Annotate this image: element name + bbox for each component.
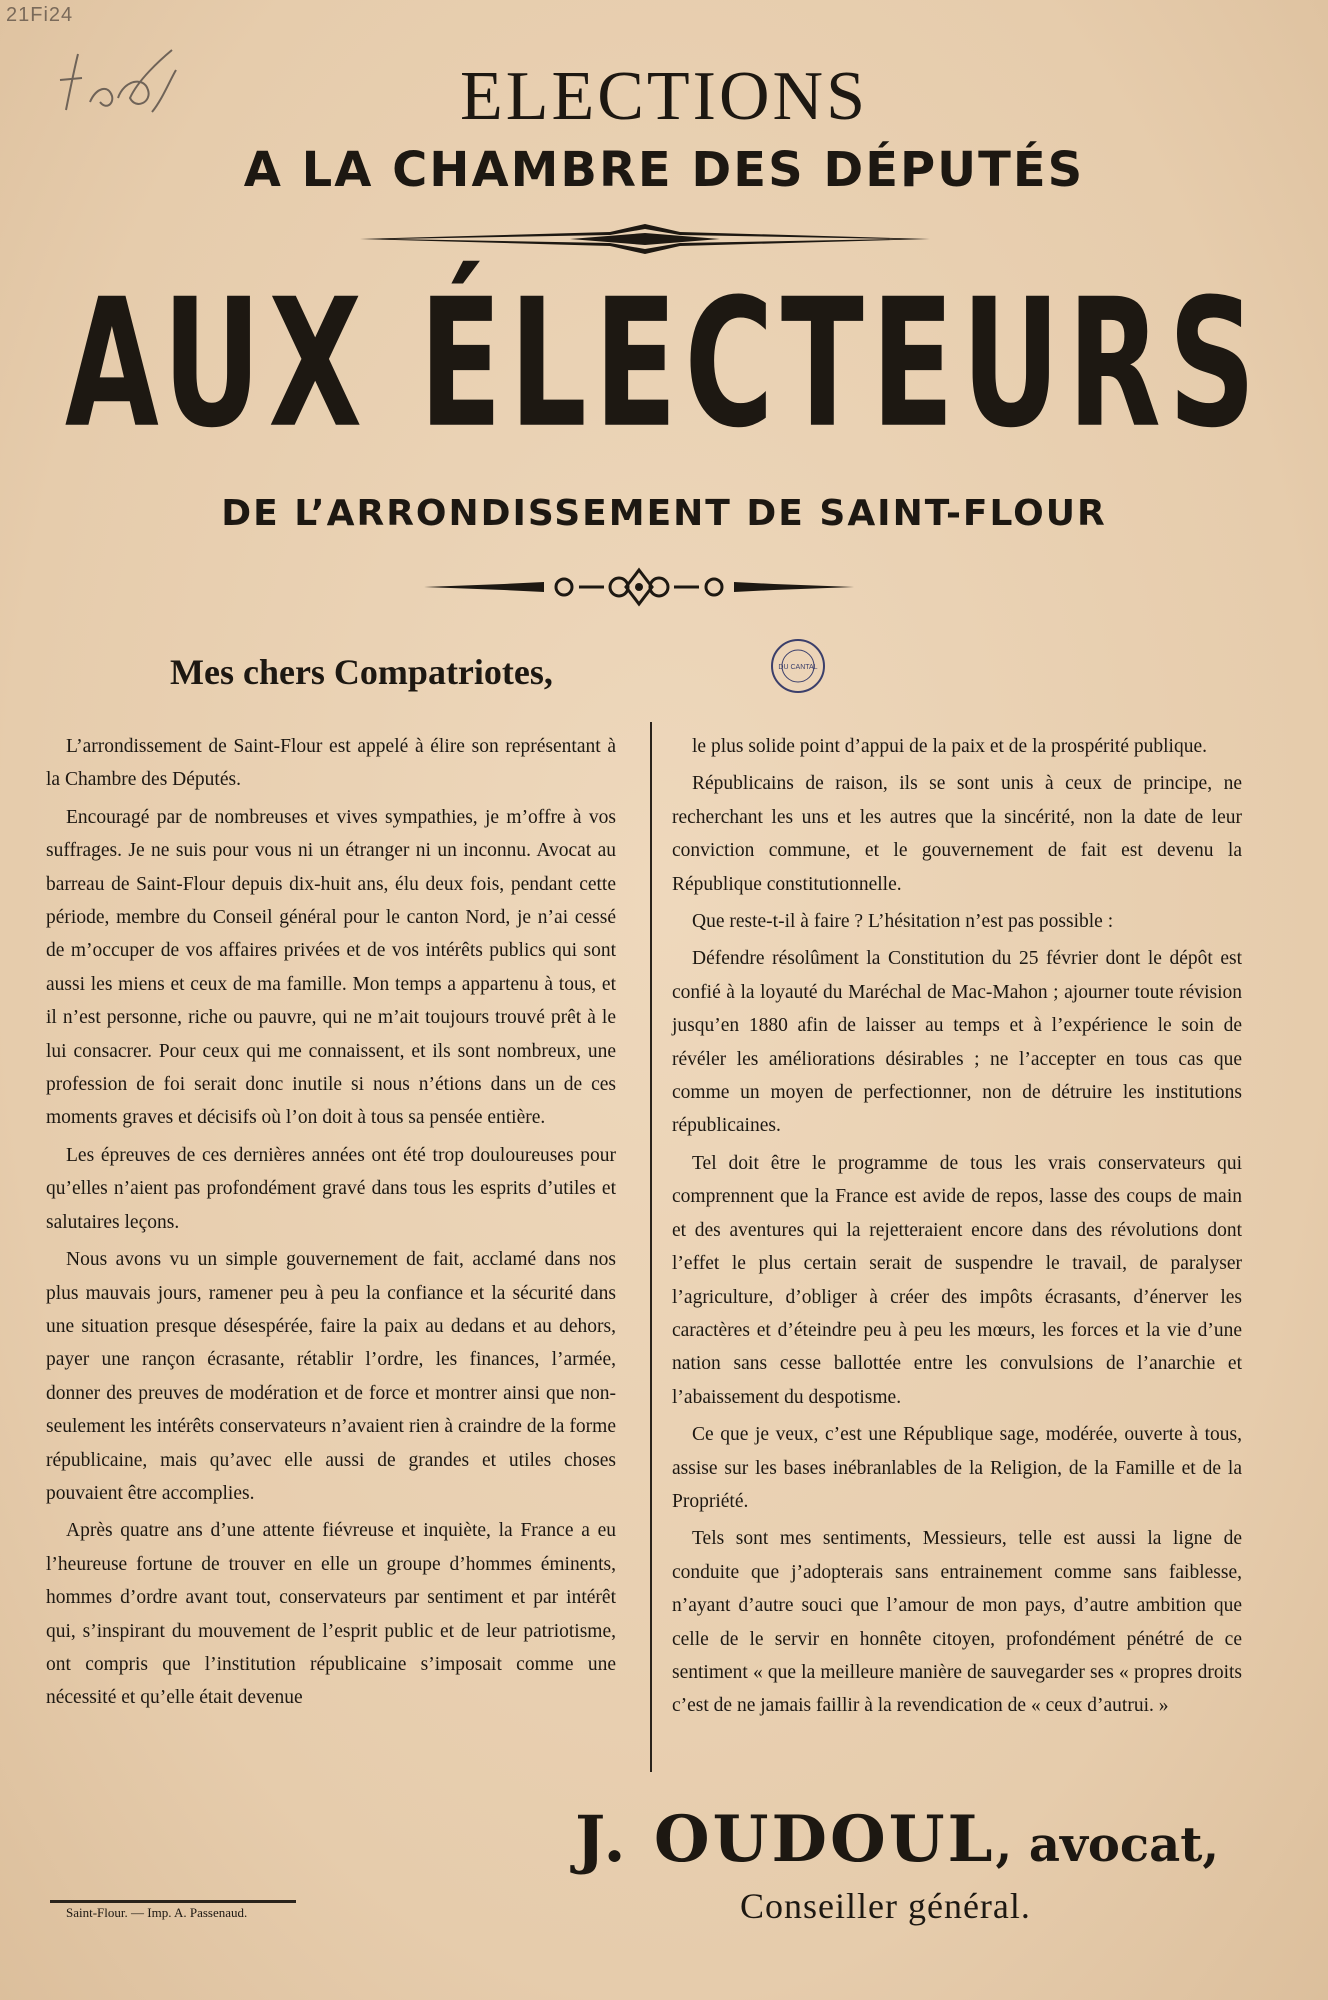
title-elections: ELECTIONS	[459, 58, 869, 135]
printer-imprint: Saint-Flour. — Imp. A. Passenaud.	[66, 1905, 248, 1920]
right-paragraph-3: Que reste-t-il à faire ? L’hésitation n’est pas possible :	[692, 911, 1114, 933]
right-column	[672, 730, 1242, 1727]
signature	[575, 1802, 1220, 1877]
left-paragraph-2: Encouragé par de nombreuses et vives sympathies, je m’offre à vos suffrages. Je ne suis pour vous ni un étranger ni un inconnu. Avocat au barreau de Saint-Flour depuis dix-huit ans, élu deux fois, pendant cette période, membre du Conseil général pour le canton Nord, je n’ai cessé de m’occuper de vos affaires privées et de vos intérêts publics qui sont aussi les miens et ceux de ma famille. Mon temps a appartenu à tous, et il n’est personne, riche ou pauvre, qui ne m’ait toujours trouvé prêt à le lui consacrer. Pour ceux qui me connaissent, et ils sont nombreux, une profession de foi serait donc inutile si nous n’étions dans un de ces moments graves et décisifs où l’on doit à tous sa pensée entière.	[46, 806, 616, 1129]
svg-text:DU CANTAL: DU CANTAL	[778, 664, 818, 671]
archive-reference: 21Fi24	[6, 4, 74, 26]
signature-role: , avocat,	[995, 1817, 1220, 1873]
left-paragraph-1: L’arrondissement de Saint-Flour est appelé à élire son représentant à la Chambre des Députés.	[46, 736, 616, 791]
salutation: Mes chers Compatriotes,	[170, 652, 553, 692]
right-paragraph-6: Ce que je veux, c’est une République sage, modérée, ouverte à tous, assise sur les bases inébranlables de la Religion, de la Famille et de la Propriété.	[672, 1424, 1242, 1512]
headline-electeurs: AUX ÉLECTEURS	[64, 261, 1264, 468]
left-column	[46, 730, 616, 1719]
signature-name: J. OUDOUL	[575, 1802, 996, 1877]
flourish-divider-icon	[424, 562, 854, 612]
right-paragraph-2: Républicains de raison, ils se sont unis à ceux de principe, ne recherchant les uns et les autres que la sincérité, non la date de leur conviction commune, et le gouvernement de fait est devenu la République constitutionnelle.	[672, 773, 1242, 895]
signature-subtitle: Conseiller général.	[740, 1886, 1031, 1926]
printer-rule	[50, 1900, 296, 1903]
right-paragraph-4: Défendre résolûment la Constitution du 25 février dont le dépôt est confié à la loyauté du Maréchal de Mac-Mahon ; ajourner toute révision jusqu’en 1880 afin de laisser au temps et à l’expérience le soin de révéler les améliorations désirables ; ne l’accepter en tous cas que comme un moyen de perfectionner, non de détruire les institutions républicaines.	[672, 948, 1242, 1137]
left-paragraph-4: Nous avons vu un simple gouvernement de fait, acclamé dans nos plus mauvais jours, ramener peu à peu la confiance et la sécurité dans une situation presque désespérée, faire la paix au dedans et au dehors, payer une rançon écrasante, rétablir l’ordre, les finances, l’armée, donner des preuves de modération et de force et montrer ainsi que non-seulement les intérêts conservateurs n’avaient rien à craindre de la forme républicaine, mais qu’avec elle aussi de grandes et utiles choses pouvaient être accomplies.	[46, 1249, 616, 1504]
archive-stamp	[770, 638, 826, 694]
title-arrondissement: DE L’ARRONDISSEMENT DE SAINT-FLOUR	[221, 493, 1107, 534]
left-paragraph-5: Après quatre ans d’une attente fiévreuse et inquiète, la France a eu l’heureuse fortune de trouver en elle un groupe d’hommes éminents, hommes d’ordre avant tout, conservateurs par sentiment et par intérêt qui, s’inspirant du mouvement de l’esprit public et de leur patriotisme, ont compris que l’institution républicaine s’imposait comme une nécessité et qu’elle était devenue	[46, 1520, 616, 1709]
right-paragraph-7: Tels sont mes sentiments, Messieurs, telle est aussi la ligne de conduite que j’adopterais sans entrainement comme sans faiblesse, n’ayant d’autre souci que l’amour de mon pays, d’autre ambition que celle de le servir en honnête citoyen, profondément pénétré de ce sentiment « que la meilleure manière de sauvegarder ses « propres droits c’est de ne jamais faillir à la revendication de « ceux d’autrui. »	[672, 1528, 1242, 1717]
right-paragraph-1: le plus solide point d’appui de la paix et de la prospérité publique.	[692, 736, 1207, 757]
left-paragraph-3: Les épreuves de ces dernières années ont été trop douloureuses pour qu’elles n’aient pas profondément gravé dans tous les esprits d’utiles et salutaires leçons.	[46, 1144, 616, 1233]
title-chambre: A LA CHAMBRE DES DÉPUTÉS	[243, 142, 1085, 198]
right-paragraph-5: Tel doit être le programme de tous les vrais conservateurs qui comprennent que la France est avide de repos, lasse des coups de main et des aventures qui la rejetteraient encore dans des révolutions dont l’effet le plus certain serait de suspendre le travail, de paralyser l’agriculture, d’obliger à créer des impôts écrasants, d’énerver les caractères et d’éteindre peu à peu les mœurs, les forces et la vie d’une nation sans cesse ballottée entre les convulsions de l’anarchie et l’abaissement du despotisme.	[672, 1152, 1242, 1408]
column-divider	[650, 722, 652, 1772]
ornament-rule-icon	[360, 222, 930, 256]
